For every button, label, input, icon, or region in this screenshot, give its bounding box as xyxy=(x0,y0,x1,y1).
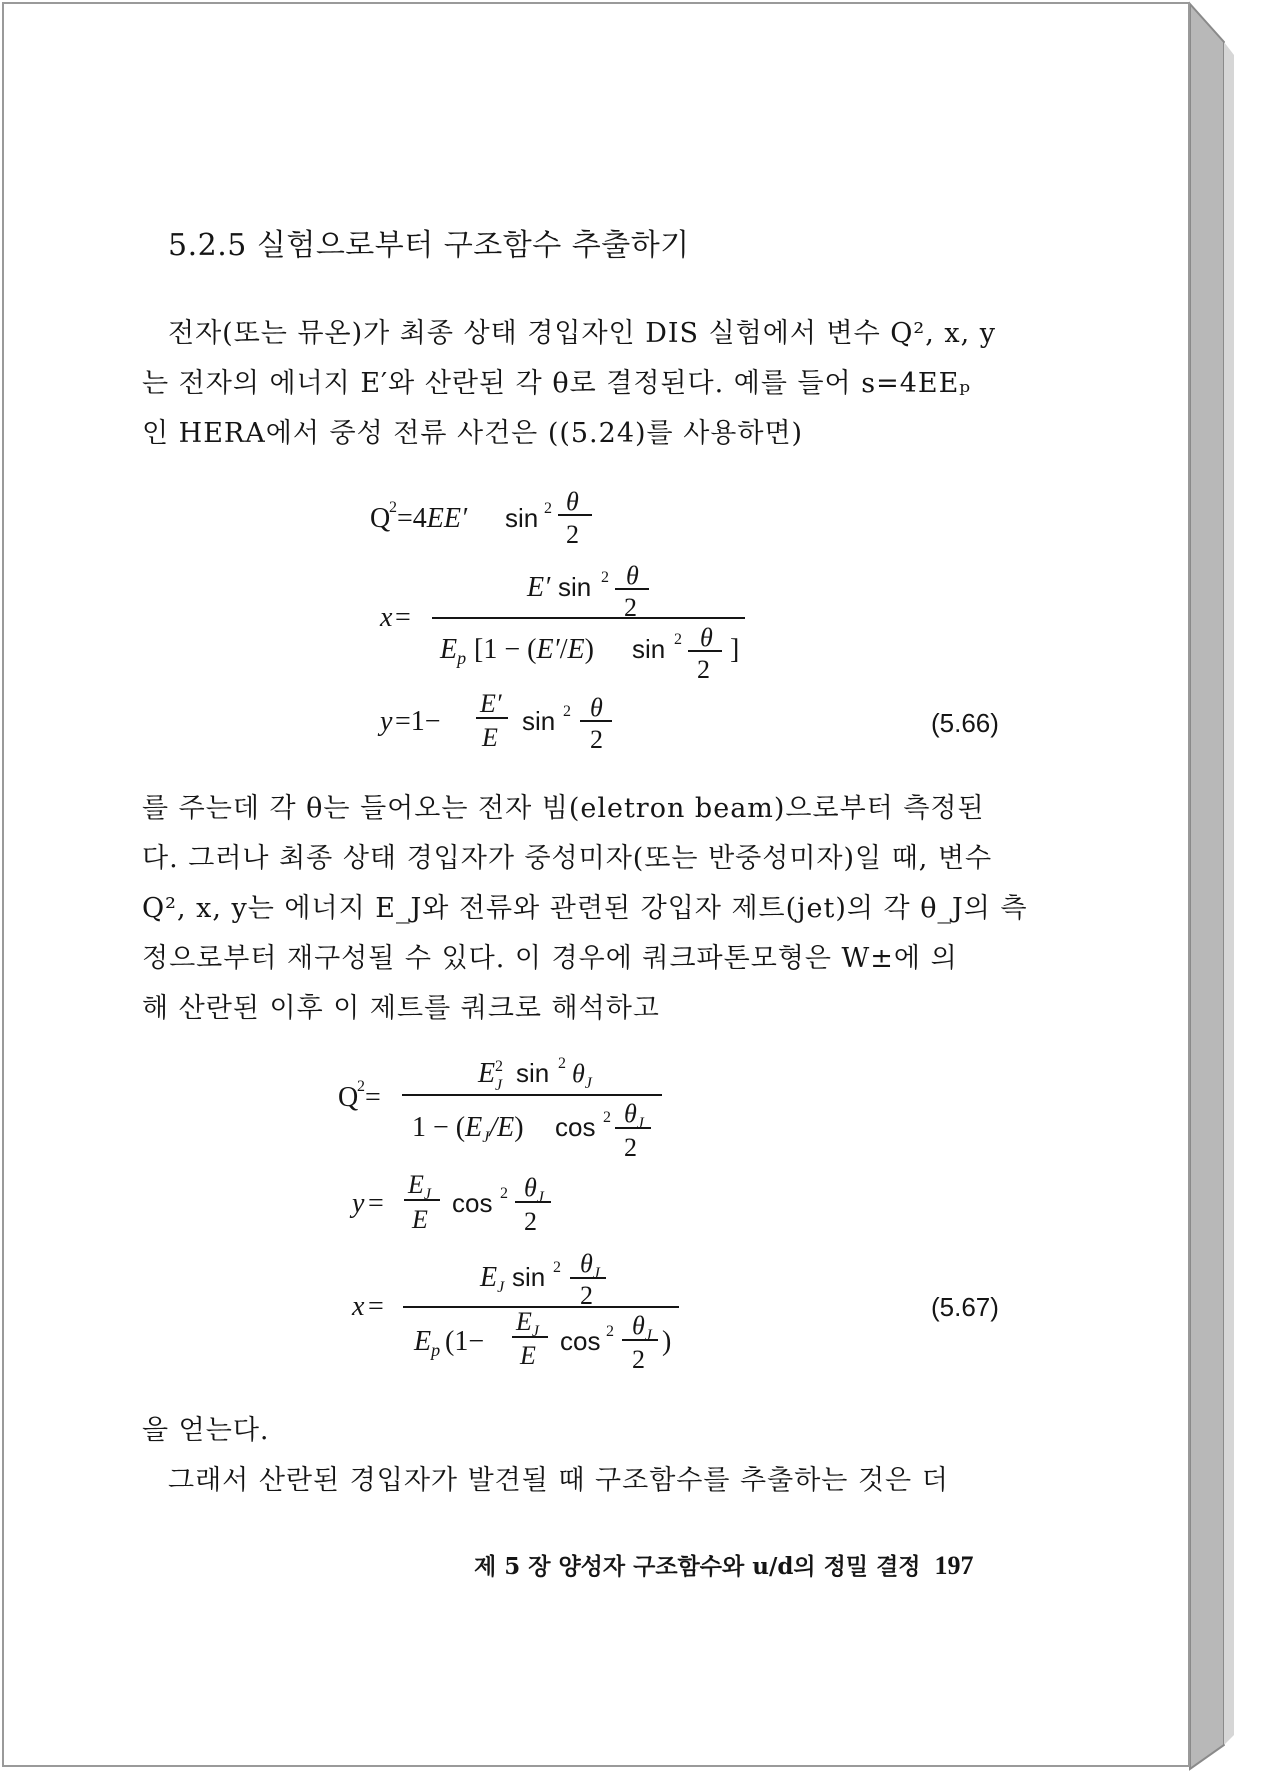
paragraph-1-line-2: 는 전자의 에너지 E′와 산란된 각 θ로 결정된다. 예를 들어 s=4EEₚ xyxy=(142,368,972,399)
svg-text:2: 2 xyxy=(632,1345,645,1374)
paragraph-1-line-3: 인 HERA에서 중성 전류 사건은 ((5.24)를 사용하면) xyxy=(142,418,804,449)
svg-text:E: E xyxy=(478,1058,496,1089)
svg-text:2: 2 xyxy=(563,703,571,720)
svg-text:2: 2 xyxy=(606,1323,614,1340)
svg-text:θJ: $\theta_J$ xyxy=(572,1059,592,1092)
page-footer xyxy=(474,1548,974,1581)
svg-text:=: = xyxy=(395,602,411,633)
equation-number-5-66: (5.66) xyxy=(931,708,999,738)
svg-text:=4EE′: =4EE′ xyxy=(397,503,468,534)
svg-text:): ) xyxy=(662,1326,672,1357)
paragraph-3-line-2: 그래서 산란된 경입자가 발견될 때 구조함수를 추출하는 것은 더 xyxy=(168,1465,949,1496)
svg-text:=: = xyxy=(368,1291,384,1322)
svg-text:2: 2 xyxy=(601,569,609,586)
svg-text:2: 2 xyxy=(389,499,397,516)
svg-text:2: 2 xyxy=(674,631,682,648)
svg-text:θ: θ xyxy=(590,693,603,722)
svg-text:(1−: (1− xyxy=(445,1326,485,1357)
svg-text:2: 2 xyxy=(697,655,710,684)
svg-text:2: 2 xyxy=(357,1078,365,1095)
svg-text:θ: θ xyxy=(626,561,639,590)
svg-text:2: 2 xyxy=(580,1281,593,1310)
svg-text:2: 2 xyxy=(500,1185,508,1202)
svg-text:sin: sin xyxy=(516,1058,550,1088)
paragraph-2-line-1: 를 주는데 각 θ는 들어오는 전자 빔(eletron beam)으로부터 측정된 xyxy=(142,793,985,824)
paragraph-2-line-2: 다. 그러나 최종 상태 경입자가 중성미자(또는 반중성미자)일 때, 변수 xyxy=(142,843,993,874)
svg-text:2: 2 xyxy=(603,1109,611,1126)
svg-text:E: E xyxy=(520,1341,536,1370)
svg-text:E: E xyxy=(482,723,498,752)
svg-text:=1−: =1− xyxy=(395,706,441,737)
svg-text:cos: cos xyxy=(560,1326,601,1356)
svg-text:sin: sin xyxy=(522,706,556,736)
svg-text:=: = xyxy=(368,1188,384,1219)
svg-text:E′: E′ xyxy=(527,572,551,603)
svg-text:Q: Q xyxy=(338,1082,359,1113)
svg-text:sin: sin xyxy=(505,503,539,533)
svg-text:cos: cos xyxy=(555,1112,596,1142)
paragraph-3-line-1: 을 얻는다. xyxy=(142,1415,270,1446)
svg-text:2: 2 xyxy=(590,725,603,754)
svg-text:x: x xyxy=(352,1291,365,1322)
svg-text:θJ: $\theta_J$ xyxy=(524,1173,544,1206)
svg-text:J: J xyxy=(495,1077,503,1094)
svg-text:sin: sin xyxy=(558,572,592,602)
svg-text:Ep: $E_p$ xyxy=(440,634,467,668)
svg-text:=: = xyxy=(365,1082,381,1113)
page-number: 197 xyxy=(934,1551,974,1580)
svg-text:EJ: $E_J$ xyxy=(408,1170,431,1203)
svg-text:x: x xyxy=(380,602,393,633)
paragraph-2-line-5: 해 산란된 이후 이 제트를 쿼크로 해석하고 xyxy=(142,993,660,1024)
svg-text:E′: E′ xyxy=(480,689,502,718)
svg-text:2: 2 xyxy=(624,1133,637,1162)
svg-text:y: y xyxy=(380,706,393,737)
svg-text:E: E xyxy=(412,1205,428,1234)
svg-text:θ: θ xyxy=(566,487,579,516)
svg-text:2: 2 xyxy=(524,1207,537,1236)
svg-text:Q: Q xyxy=(370,503,391,534)
paragraph-2-line-3: Q², x, y는 에너지 E_J와 전류와 관련된 강입자 제트(jet)의 각 θ_J의 측 xyxy=(142,893,1028,924)
svg-text:θJ: $\theta_J$ xyxy=(632,1311,652,1344)
svg-text:2: 2 xyxy=(558,1055,566,1072)
svg-text:sin: sin xyxy=(632,634,666,664)
chapter-title: 제 5 장 양성자 구조함수와 u/d의 정밀 결정 xyxy=(474,1553,921,1580)
svg-text:sin: sin xyxy=(512,1262,546,1292)
svg-text:]: ] xyxy=(730,634,740,665)
svg-text:[1 − (E′/E): [1 − (E′/E) xyxy=(474,634,594,665)
svg-text:2: 2 xyxy=(553,1259,561,1276)
svg-text:y: y xyxy=(352,1188,365,1219)
svg-text:θJ: $\theta_J$ xyxy=(580,1249,600,1282)
equation-number-5-67: (5.67) xyxy=(931,1292,999,1322)
svg-text:cos: cos xyxy=(452,1188,493,1218)
svg-text:θ: θ xyxy=(700,623,713,652)
svg-text:2: 2 xyxy=(566,520,579,549)
svg-text:Ep: $E_p$ xyxy=(414,1326,441,1360)
svg-text:2: 2 xyxy=(495,1058,503,1075)
section-heading: 5.2.5 실험으로부터 구조함수 추출하기 xyxy=(168,228,690,263)
svg-text:1 − (EJ/E): $1 - (E_J/E)$ xyxy=(412,1112,524,1146)
svg-text:θJ: $\theta_J$ xyxy=(624,1099,644,1132)
svg-text:EJ: $E_J$ xyxy=(516,1307,539,1340)
paragraph-2-line-4: 정으로부터 재구성될 수 있다. 이 경우에 쿼크파톤모형은 W±에 의 xyxy=(142,943,958,974)
paragraph-1-line-1: 전자(또는 뮤온)가 최종 상태 경입자인 DIS 실험에서 변수 Q², x, y xyxy=(168,318,997,349)
svg-text:2: 2 xyxy=(544,500,552,517)
svg-text:2: 2 xyxy=(624,593,637,622)
svg-text:EJ: $E_J$ xyxy=(480,1262,505,1296)
